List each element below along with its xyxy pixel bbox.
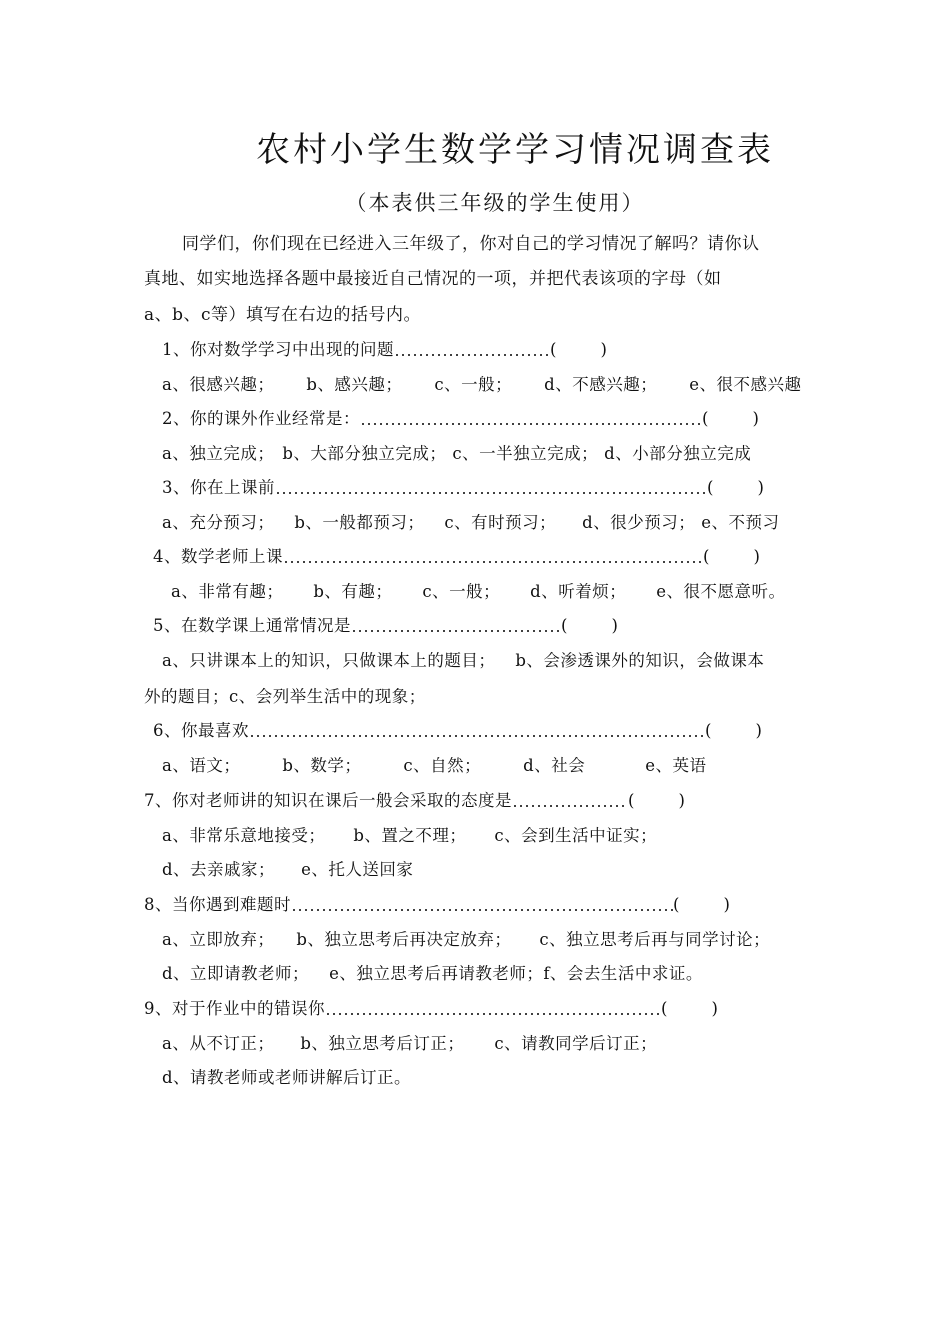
option-item: d、社会: [523, 756, 586, 775]
option-row: [162, 373, 801, 397]
option-item: d、去亲戚家；: [162, 860, 276, 879]
leader-dots: [360, 407, 702, 431]
question-text: 2、你的课外作业经常是：: [162, 409, 360, 428]
question-text: 9、对于作业中的错误你: [144, 999, 325, 1018]
answer-blank[interactable]: [702, 407, 759, 431]
option-item: a、语文；: [162, 756, 241, 775]
answer-paren-open: (: [703, 547, 710, 566]
option-item: e、很不感兴趣: [689, 375, 802, 394]
question-8: [144, 893, 730, 917]
leader-dots: [394, 338, 550, 362]
intro-line-1: 同学们，你们现在已经进入三年级了，你对自己的学习情况了解吗？请你认: [182, 234, 760, 254]
option-item: b、会渗透课外的知识，会做课本: [515, 651, 765, 670]
option-item: c、一般；: [434, 375, 513, 394]
option-item: a、非常乐意地接受；: [162, 826, 326, 845]
answer-blank[interactable]: [628, 789, 685, 813]
answer-paren-open: (: [561, 616, 568, 635]
question-1: [162, 338, 607, 362]
answer-paren-close: ): [723, 895, 730, 914]
answer-paren-close: ): [611, 616, 618, 635]
question-4: [153, 545, 760, 569]
option-item: c、有时预习；: [444, 513, 557, 532]
option-item: 外的题目；c、会列举生活中的现象；: [144, 687, 426, 706]
question-text: 3、你在上课前: [162, 478, 275, 497]
option-item: d、请教老师或老师讲解后订正。: [162, 1068, 412, 1087]
option-item: e、不预习: [701, 513, 780, 532]
option-item: e、很不愿意听。: [656, 582, 786, 601]
question-text: 8、当你遇到难题时: [144, 895, 291, 914]
leader-dots: [325, 997, 661, 1021]
option-item: c、会到生活中证实；: [494, 826, 658, 845]
option-item: c、请教同学后订正；: [494, 1034, 658, 1053]
leader-dots: [275, 476, 707, 500]
answer-paren-open: (: [705, 721, 712, 740]
option-item: b、数学；: [282, 756, 362, 775]
answer-blank[interactable]: [703, 545, 760, 569]
option-item: c、一般；: [422, 582, 501, 601]
option-item: d、小部分独立完成: [604, 444, 752, 463]
question-6: [153, 719, 762, 743]
option-item: c、一半独立完成；: [452, 444, 599, 463]
leader-dots: [512, 789, 628, 813]
answer-paren-close: ): [678, 791, 685, 810]
option-item: c、独立思考后再与同学讨论；: [539, 930, 771, 949]
option-item: b、一般都预习；: [294, 513, 425, 532]
intro-line-3: a、b、c等）填写在右边的括号内。: [144, 305, 422, 325]
option-row: [162, 442, 751, 466]
option-row: [162, 1032, 657, 1056]
question-text: 6、你最喜欢: [153, 721, 249, 740]
option-row: [162, 1066, 411, 1090]
option-row: [162, 928, 770, 952]
option-item: a、独立完成；: [162, 444, 275, 463]
option-row: [162, 754, 706, 778]
option-item: a、很感兴趣；: [162, 375, 275, 394]
question-text: 5、在数学课上通常情况是: [153, 616, 351, 635]
question-3: [162, 476, 764, 500]
leader-dots: [291, 893, 673, 917]
option-item: d、很少预习；: [582, 513, 696, 532]
option-row: [162, 649, 764, 673]
question-7: [144, 789, 685, 813]
question-text: 1、你对数学学习中出现的问题: [162, 340, 394, 359]
page-subtitle: （本表供三年级的学生使用）: [345, 191, 645, 215]
option-item: b、有趣；: [313, 582, 393, 601]
option-item: c、自然；: [403, 756, 482, 775]
leader-dots: [249, 719, 705, 743]
answer-paren-open: (: [707, 478, 714, 497]
option-item: b、独立思考后订正；: [300, 1034, 465, 1053]
page-title: 农村小学生数学学习情况调查表: [256, 130, 774, 170]
option-item: d、不感兴趣；: [544, 375, 658, 394]
question-2: [162, 407, 759, 431]
answer-paren-open: (: [550, 340, 557, 359]
option-row: [162, 962, 703, 986]
answer-paren-close: ): [753, 547, 760, 566]
option-item: d、听着烦；: [530, 582, 627, 601]
answer-blank[interactable]: [673, 893, 730, 917]
answer-blank[interactable]: [707, 476, 764, 500]
option-item: b、独立思考后再决定放弃；: [296, 930, 512, 949]
option-item: b、感兴趣；: [306, 375, 403, 394]
answer-blank[interactable]: [550, 338, 607, 362]
question-5: [153, 614, 618, 638]
option-item: b、大部分独立完成；: [282, 444, 447, 463]
answer-paren-close: ): [755, 721, 762, 740]
answer-blank[interactable]: [705, 719, 762, 743]
option-item: a、充分预习；: [162, 513, 275, 532]
option-item: a、立即放弃；: [162, 930, 275, 949]
question-text: 4、数学老师上课: [153, 547, 283, 566]
option-item: e、独立思考后再请教老师；f、会去生活中求证。: [329, 964, 703, 983]
option-item: a、只讲课本上的知识，只做课本上的题目；: [162, 651, 496, 670]
option-row: [162, 824, 657, 848]
answer-blank[interactable]: [661, 997, 718, 1021]
option-item: b、置之不理；: [353, 826, 467, 845]
leader-dots: [351, 614, 561, 638]
leader-dots: [283, 545, 703, 569]
option-item: e、托人送回家: [301, 860, 414, 879]
option-row: [162, 511, 779, 535]
answer-paren-open: (: [628, 791, 635, 810]
option-row: [144, 685, 426, 709]
answer-blank[interactable]: [561, 614, 618, 638]
intro-line-2: 真地、如实地选择各题中最接近自己情况的一项，并把代表该项的字母（如: [144, 269, 722, 289]
answer-paren-open: (: [673, 895, 680, 914]
option-item: e、英语: [645, 756, 707, 775]
answer-paren-close: ): [711, 999, 718, 1018]
option-item: a、非常有趣；: [171, 582, 284, 601]
question-9: [144, 997, 718, 1021]
answer-paren-open: (: [702, 409, 709, 428]
option-row: [162, 858, 413, 882]
option-row: [171, 580, 785, 604]
answer-paren-close: ): [752, 409, 759, 428]
option-item: d、立即请教老师；: [162, 964, 310, 983]
answer-paren-open: (: [661, 999, 668, 1018]
answer-paren-close: ): [757, 478, 764, 497]
answer-paren-close: ): [600, 340, 607, 359]
option-item: a、从不订正；: [162, 1034, 275, 1053]
question-text: 7、你对老师讲的知识在课后一般会采取的态度是: [144, 791, 512, 810]
